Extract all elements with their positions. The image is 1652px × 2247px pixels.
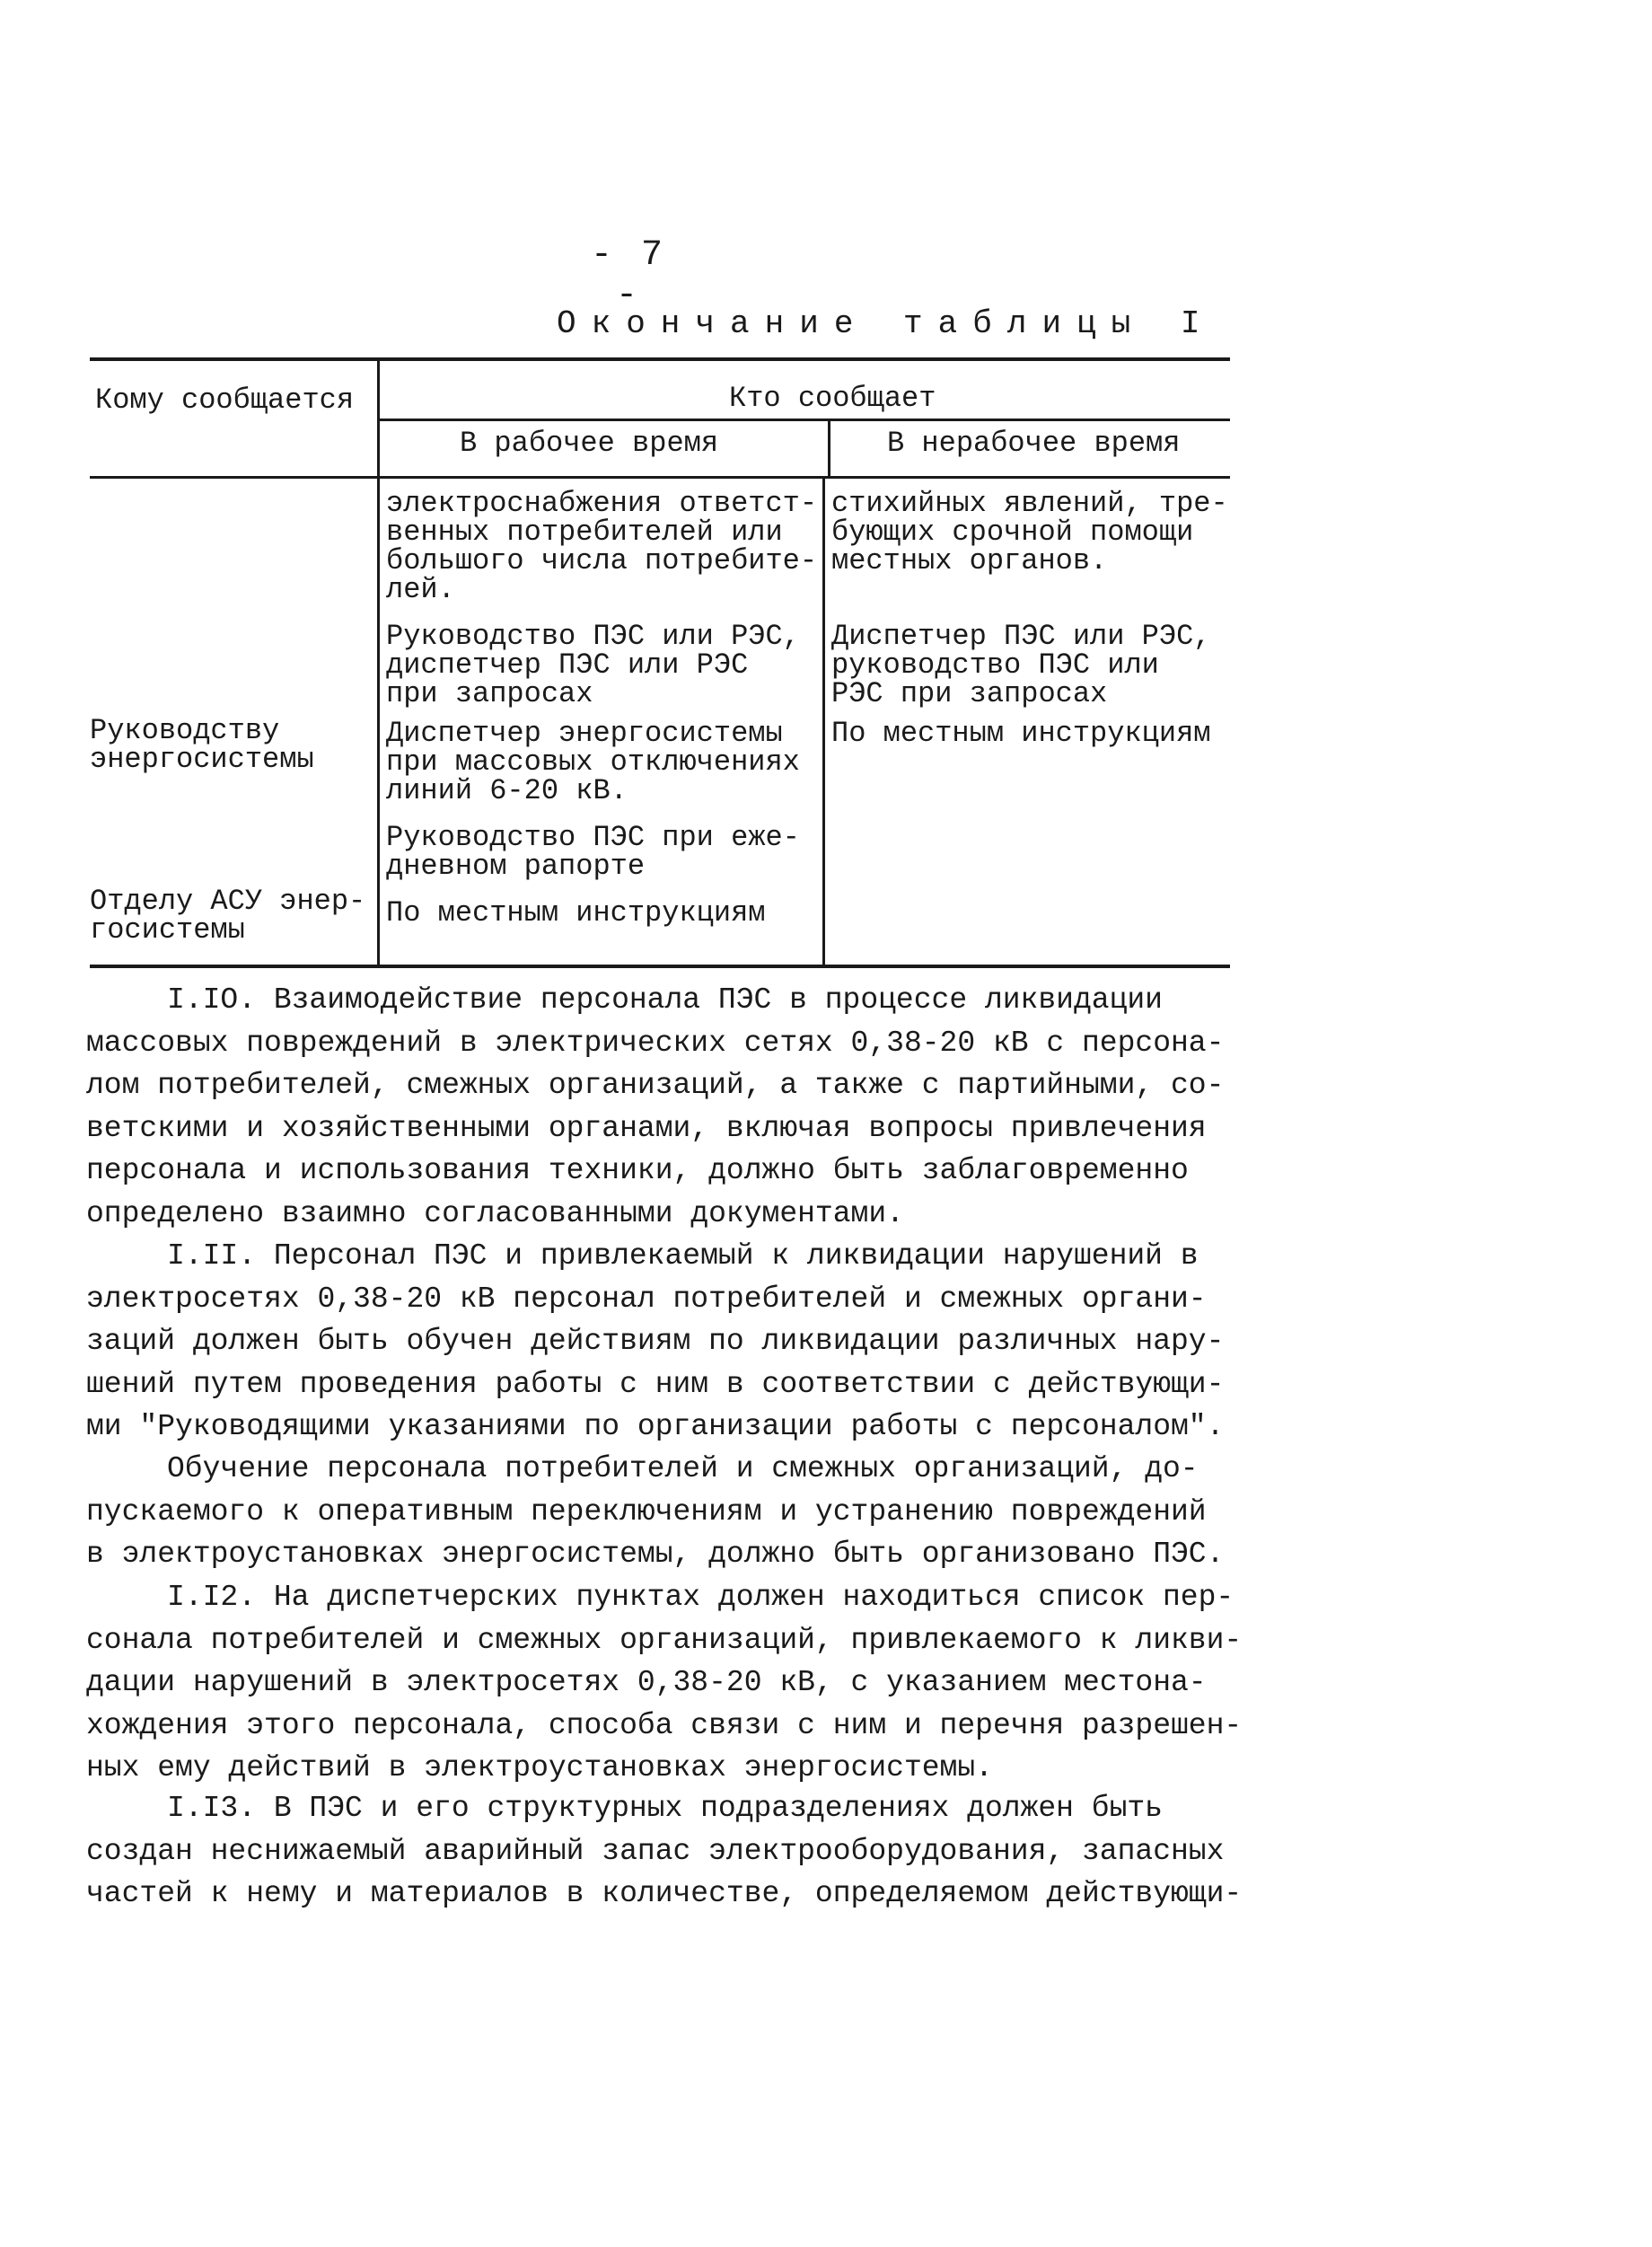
text-line: Обучение персонала потребителей и смежных организаций, до- [167,1452,1199,1485]
text-line: сонала потребителей и смежных организаций, привлекаемого к ликви- [86,1623,1243,1657]
text-line: I.IO. Взаимодействие персонала ПЭС в процессе ликвидации [167,983,1163,1017]
cell-line: Руководство ПЭС при еже- [386,821,800,854]
table-vline-1 [377,359,380,966]
text-line: хождения этого персонала, способа связи с ним и перечня разрешен- [86,1708,1243,1742]
text-line: персонала и использования техники, должно быть заблаговременно [86,1154,1189,1187]
header-who-reports: Кто сообщает [729,382,936,415]
header-recipient: Кому сообщается [95,383,355,417]
cell-line: Руководство ПЭС или РЭС, [386,620,800,653]
text-line: создан неснижаемый аварийный запас электрооборудования, запасных [86,1834,1225,1868]
table-vline-2-header [828,420,830,478]
table-top-rule [90,357,1230,361]
working-hours-column [386,489,817,928]
cell-line: бующих срочной помощи [831,515,1194,549]
text-line: ветскими и хозяйственными органами, включая вопросы привлечения [86,1111,1207,1145]
cell-line: дневном рапорте [386,850,646,883]
cell-line: при массовых отключениях [386,745,800,779]
cell-line: По местным инструкциям [386,896,766,930]
text-line: в электроустановках энергосистемы, должно быть организовано ПЭС. [86,1538,1225,1571]
cell-line: Руководству [90,714,280,747]
cell-line: большого числа потребите- [386,544,818,577]
off-hours-column [831,489,1228,748]
table-header-rule [90,476,1230,479]
cell-line: электроснабжения ответст- [386,487,818,520]
text-line: частей к нему и материалов в количестве, определяемом действующи- [86,1877,1243,1910]
cell-line: Диспетчер энергосистемы [386,717,783,750]
paragraph-1-10 [86,979,1225,1235]
text-line: I.I2. На диспетчерских пунктах должен находиться список пер- [167,1581,1235,1614]
cell-line: венных потребителей или [386,515,783,549]
recipient-cell [90,887,365,945]
cell-line: диспетчер ПЭС или РЭС [386,648,749,682]
text-line: шений путем проведения работы с ним в соответствии с действующи- [86,1367,1225,1401]
cell-line: Отделу АСУ энер- [90,885,366,918]
cell-line: линий 6-20 кВ. [386,774,628,807]
header-off-hours: В нерабочее время [887,427,1181,460]
text-line: заций должен быть обучен действиям по ликвидации различных нару- [86,1325,1225,1358]
cell-line: руководство ПЭС или [831,648,1159,682]
table-caption: Окончание таблицы I [557,305,1216,342]
paragraph-training [86,1448,1225,1576]
cell-line: лей. [386,573,455,606]
header-working-hours: В рабочее время [460,427,719,460]
cell-line: По местным инструкциям [831,717,1211,750]
cell-line: РЭС при запросах [831,677,1108,710]
cell-line: стихийных явлений, тре- [831,487,1228,520]
paragraph-1-12 [86,1576,1243,1790]
text-line: пускаемого к оперативным переключениям и устранению повреждений [86,1494,1207,1529]
text-line: определено взаимно согласованными документами. [86,1196,904,1230]
text-line: дации нарушений в электросетях 0,38-20 кВ, с указанием местона- [86,1666,1207,1699]
cell-line: Диспетчер ПЭС или РЭС, [831,620,1211,653]
cell-line: местных органов. [831,544,1108,577]
paragraph-1-13 [86,1787,1243,1916]
text-line: ми "Руководящими указаниями по организации работы с персоналом". [86,1410,1225,1443]
text-line: ных ему действий в электроустановках энергосистемы. [86,1751,993,1784]
cell-line: при запросах [386,677,593,710]
table-bottom-rule [90,965,1230,968]
text-line: I.II. Персонал ПЭС и привлекаемый к ликвидации нарушений в [167,1239,1199,1273]
text-line: I.I3. В ПЭС и его структурных подразделениях должен быть [167,1792,1163,1825]
paragraph-1-11 [86,1235,1225,1449]
text-line: лом потребителей, смежных организаций, а также с партийными, со- [86,1069,1225,1102]
text-line: массовых повреждений в электрических сетях 0,38-20 кВ с персона- [86,1026,1225,1060]
table-vline-2-body [822,478,825,966]
table-group-rule [379,419,1230,421]
recipient-cell [90,714,314,776]
cell-line: госистемы [90,913,245,947]
cell-line: энергосистемы [90,743,314,776]
page-number: - 7 - [590,235,666,316]
text-line: электросетях 0,38-20 кВ персонал потребителей и смежных органи- [86,1282,1207,1316]
